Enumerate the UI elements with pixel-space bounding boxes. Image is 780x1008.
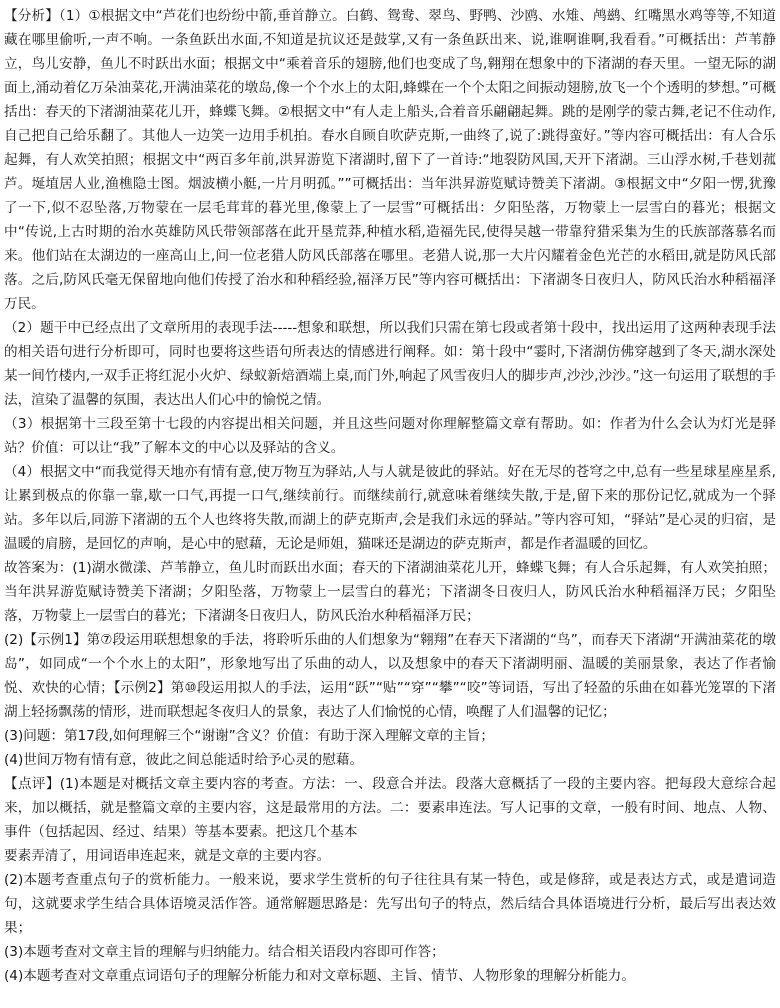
answer-part-2: (2)【示例1】第⑦段运用联想想象的手法，将聆听乐曲的人们想象为“翱翔”在春天下渚湖的“鸟”，而春天下渚湖“开满油菜花的墩岛”，如同成“一个个水上的太阳”，形象地写出了乐曲的动人，以及想象中的春天下渚湖明丽、温暖的美丽景象，表达了作者愉悦、欢快的心情；【示例2】第⑩段运用拟人的手法，运用“跃”“贴”“穿”“攀”“咬”等词语，写出了轻盈的乐曲在如暮光笼罩的下渚湖上轻扬飘荡的情形，进而联想起冬夜归人的景象，表达了人们愉悦的心情，唤醒了人们温馨的记忆； <box>4 632 776 720</box>
comment-part-1-continued: 要素弄清了，用词语串连起来，就是文章的主要内容。 <box>4 848 331 864</box>
comment-part-3: (3)本题考查对文章主旨的理解与归纳能力。结合相关语段内容即可作答； <box>4 944 445 960</box>
answer-part-4: (4)世间万物有情有意，彼此之间总能适时给予心灵的慰藉。 <box>4 752 364 768</box>
answer-part-1: 故答案为：(1)湖水微漾、芦苇静立，鱼儿时而跃出水面；春天的下渚湖油菜花儿开，蜂蝶飞舞；有人合乐起舞，有人欢笑拍照；当年洪昇游览赋诗赞美下渚湖；夕阳坠落，万物蒙上一层雪白的暮光；下渚湖冬日夜归人，防风氏治水种稻福泽万民；夕阳坠落，万物蒙上一层雪白的暮光；下渚湖冬日夜归人，防风氏治水种稻福泽万民； <box>4 560 776 624</box>
comment-part-4: (4)本题考查对文章重点词语句子的理解分析能力和对文章标题、主旨、情节、人物形象的理解分析能力。 <box>4 968 635 984</box>
analysis-part-4: （4）根据文中“而我觉得天地亦有情有意,使万物互为驿站,人与人就是彼此的驿站。好在无尽的苍穹之中,总有一些星球星座星系,让累到极点的你靠一靠,歇一口气,再提一口气,继续前行。而继续前行,就意味着继续失散,于是,留下来的那份记忆,就成为一个驿站。多年以后,同游下渚湖的五个人也终将失散,而湖上的萨克斯声,会是我们永远的驿站。”等内容可知，“驿站”是心灵的归宿，是温暖的肩膀，是回忆的声响，是心中的慰藉，无论是师姐，猫咪还是湖边的萨克斯声，都是作者温暖的回忆。 <box>4 464 776 552</box>
answer-part-3: (3)问题：第17段,如何理解三个“谢谢”含义？价值：有助于深入理解文章的主旨； <box>4 728 494 744</box>
comment-part-1: 【点评】(1)本题是对概括文章主要内容的考查。方法：一、段意合并法。段落大意概括了一段的主要内容。把每段大意综合起来，加以概括，就是整篇文章的主要内容，这是最常用的方法。二：要素串连法。写人记事的文章，一般有时间、地点、人物、事件（包括起因、经过、结果）等基本要素。把这几个基本 <box>4 776 776 840</box>
analysis-part-1: 【分析】（1）①根据文中“芦花们也纷纷中箭,垂首静立。白鹤、鸳鸯、翠鸟、野鸭、沙鸥、水雉、鸬鹚、红嘴黑水鸡等等,不知道藏在哪里偷听,一声不响。一条鱼跃出水面,不知道是抗议还是鼓掌,又有一条鱼跃出来、说,谁啊谁啊,我看看。”可概括出：芦苇静立，鸟儿安静，鱼儿不时跃出水面；根据文中“乘着音乐的翅膀,他们也变成了鸟,翱翔在想象中的下渚湖的春天里。一望无际的湖面上,涌动着亿万朵油菜花,开满油菜花的墩岛,像一个个水上的太阳,蜂蝶在一个个太阳之间振动翅膀,放飞一个个透明的梦想。”可概括出：春天的下渚湖油菜花儿开，蜂蝶飞舞。②根据文中“有人走上船头,合着音乐翩翩起舞。跳的是刚学的蒙古舞,老记不住动作,自己把自己给乐翻了。其他人一边笑一边用手机拍。春水自顾自吹萨克斯,一曲终了,说了:跳得蛮好。”等内容可概括出：有人合乐起舞，有人欢笑拍照；根据文中“两百多年前,洪昇游览下渚湖时,留下了一首诗:“地裂防风国,天开下渚湖。三山浮水树,千巷划菰芦。埏埴居人业,渔樵隐士图。烟波横小艇,一片月明孤。””可概括出：当年洪昇游览赋诗赞美下渚湖。③根据文中“夕阳一愣,犹豫了一下,似不忍坠落,万物蒙在一层毛茸茸的暮光里,像蒙上了一层雪”可概括出：夕阳坠落，万物蒙上一层雪白的暮光；根据文中“传说,上古时期的治水英雄防风氏带领部落在此开垦荒莽,种植水稻,造福先民,使得吴越一带靠狩猎采集为生的氏族部落慕名而来。他们站在太湖边的一座高山上,问一位老猎人防风氏部落在哪里。老猎人说,那一大片闪耀着金色光芒的水稻田,就是防风氏部落。之后,防风氏毫无保留地向他们传授了治水和种稻经验,福泽万民”等内容可概括出：下渚湖冬日夜归人，防风氏治水种稻福泽万民。 <box>4 8 776 312</box>
analysis-part-2: （2）题干中已经点出了文章所用的表现手法-----想象和联想，所以我们只需在第七段或者第十段中，找出运用了这两种表现手法的相关语句进行分析即可，同时也要将这些语句所表达的情感进行阐释。如：第十段中“霎时,下渚湖仿佛穿越到了冬天,湖水深处某一间竹楼内,一双手正将红泥小火炉、绿蚁新焙酒端上桌,而门外,响起了风雪夜归人的脚步声,沙沙,沙沙。”这一句运用了联想的手法，渲染了温馨的氛围，表达出人们心中的愉悦之情。 <box>4 320 776 408</box>
analysis-part-3: （3）根据第十三段至第十七段的内容提出相关问题，并且这些问题对你理解整篇文章有帮助。如：作者为什么会认为灯光是驿站？价值：可以让“我”了解本文的中心以及驿站的含义。 <box>4 416 776 456</box>
comment-part-2: (2)本题考查重点句子的赏析能力。一般来说，要求学生赏析的句子往往具有某一特色，或是修辞，或是表达方式，或是遣词造句，这就要求学生结合具体语境灵活作答。通常解题思路是：先写出句子的特点，然后结合具体语境进行分析，最后写出表达效果； <box>4 872 776 936</box>
